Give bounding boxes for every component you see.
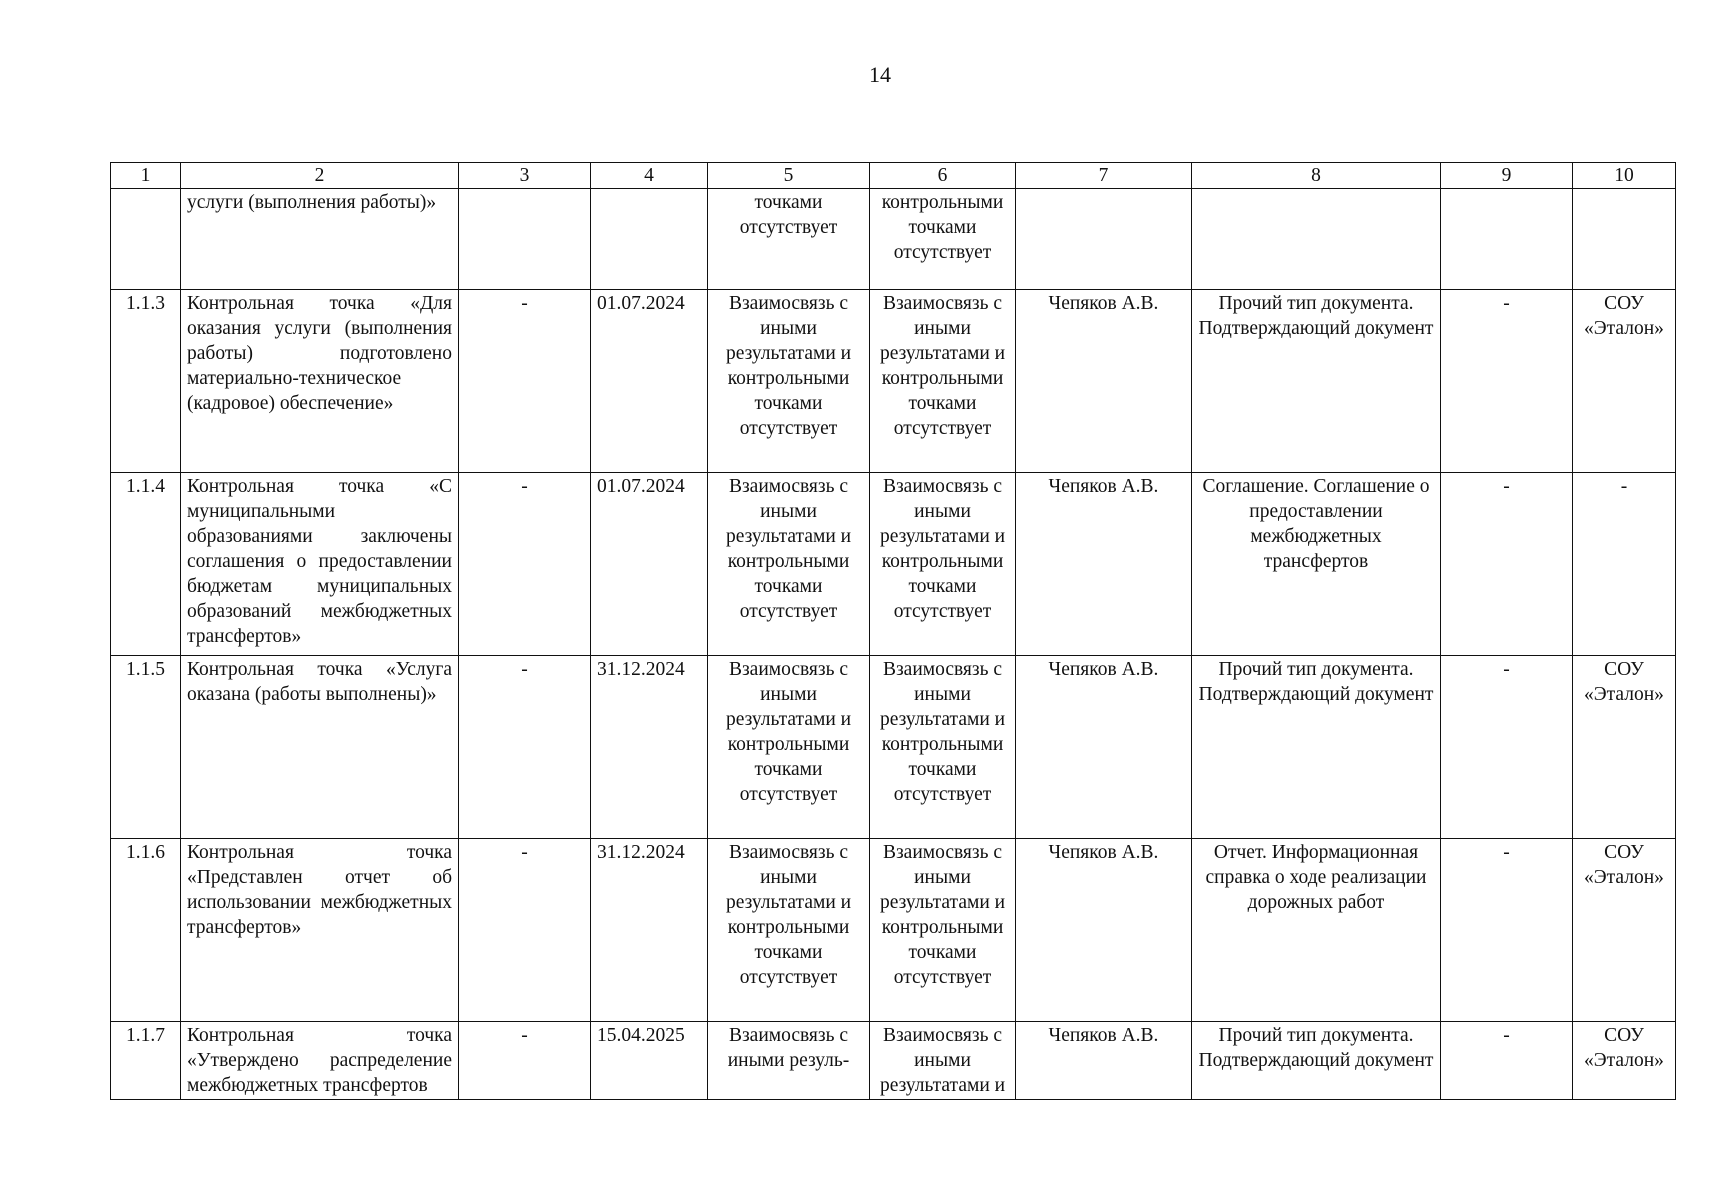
relation-results: Взаимосвязь с иными резуль- [708,1022,870,1100]
relation-results: Взаимосвязь с иными результатами и контрольными точками отсутствует [708,290,870,473]
relation-results: точками отсутствует [708,189,870,290]
responsible-person: Чепяков А.В. [1016,290,1192,473]
col-3-value: - [459,656,591,839]
information-system: - [1573,473,1676,656]
col-9-value: - [1441,656,1573,839]
relation-control-points: Взаимосвязь с иными результатами и контрольными точками отсутствует [870,290,1016,473]
header-col-2: 2 [181,163,459,189]
col-9-value: - [1441,290,1573,473]
deadline-date: 31.12.2024 [591,839,708,1022]
relation-results: Взаимосвязь с иными результатами и контрольными точками отсутствует [708,473,870,656]
document-type: Прочий тип документа. Подтверждающий документ [1192,1022,1441,1100]
table-row [111,473,1676,656]
control-points-table-container [110,162,1675,1100]
document-type: Прочий тип документа. Подтверждающий документ [1192,656,1441,839]
col-3-value: - [459,1022,591,1100]
responsible-person: Чепяков А.В. [1016,656,1192,839]
col-3-value: - [459,839,591,1022]
document-type: Отчет. Информационная справка о ходе реализации дорожных работ [1192,839,1441,1022]
control-point-name: Контрольная точка «С муниципальными образованиями заключены соглашения о предоставлении бюджетам муниципальных образований межбюджетных трансфертов» [181,473,459,656]
document-type [1192,189,1441,290]
relation-results: Взаимосвязь с иными результатами и контрольными точками отсутствует [708,839,870,1022]
information-system [1573,189,1676,290]
responsible-person: Чепяков А.В. [1016,839,1192,1022]
table-header-row [111,163,1676,189]
relation-control-points: Взаимосвязь с иными результатами и [870,1022,1016,1100]
table-row [111,839,1676,1022]
relation-control-points: контрольными точками отсутствует [870,189,1016,290]
control-point-name: услуги (выполнения работы)» [181,189,459,290]
table-row [111,290,1676,473]
header-col-1: 1 [111,163,181,189]
control-points-table [110,162,1676,1100]
header-col-4: 4 [591,163,708,189]
document-type: Прочий тип документа. Подтверждающий документ [1192,290,1441,473]
header-col-6: 6 [870,163,1016,189]
col-9-value: - [1441,839,1573,1022]
deadline-date: 31.12.2024 [591,656,708,839]
deadline-date: 15.04.2025 [591,1022,708,1100]
header-col-10: 10 [1573,163,1676,189]
relation-control-points: Взаимосвязь с иными результатами и контрольными точками отсутствует [870,839,1016,1022]
responsible-person: Чепяков А.В. [1016,1022,1192,1100]
table-row [111,656,1676,839]
col-3-value: - [459,290,591,473]
header-col-9: 9 [1441,163,1573,189]
col-9-value: - [1441,1022,1573,1100]
row-number [111,189,181,290]
row-number: 1.1.7 [111,1022,181,1100]
header-col-8: 8 [1192,163,1441,189]
header-col-3: 3 [459,163,591,189]
information-system: СОУ «Эталон» [1573,290,1676,473]
deadline-date: 01.07.2024 [591,290,708,473]
row-number: 1.1.5 [111,656,181,839]
relation-control-points: Взаимосвязь с иными результатами и контрольными точками отсутствует [870,473,1016,656]
control-point-name: Контрольная точка «Услуга оказана (работы выполнены)» [181,656,459,839]
row-number: 1.1.4 [111,473,181,656]
information-system: СОУ «Эталон» [1573,1022,1676,1100]
information-system: СОУ «Эталон» [1573,839,1676,1022]
col-3-value: - [459,473,591,656]
col-9-value [1441,189,1573,290]
page-number: 14 [869,62,891,87]
control-point-name: Контрольная точка «Представлен отчет об использовании межбюджетных трансфертов» [181,839,459,1022]
col-9-value: - [1441,473,1573,656]
control-point-name: Контрольная точка «Для оказания услуги (выполнения работы) подготовлено материально-техническое (кадровое) обеспечение» [181,290,459,473]
responsible-person [1016,189,1192,290]
responsible-person: Чепяков А.В. [1016,473,1192,656]
control-point-name: Контрольная точка «Утверждено распределение межбюджетных трансфертов [181,1022,459,1100]
table-row [111,189,1676,290]
row-number: 1.1.6 [111,839,181,1022]
header-col-5: 5 [708,163,870,189]
document-type: Соглашение. Соглашение о предоставлении межбюджетных трансфертов [1192,473,1441,656]
deadline-date: 01.07.2024 [591,473,708,656]
relation-control-points: Взаимосвязь с иными результатами и контрольными точками отсутствует [870,656,1016,839]
header-col-7: 7 [1016,163,1192,189]
information-system: СОУ «Эталон» [1573,656,1676,839]
row-number: 1.1.3 [111,290,181,473]
table-row [111,1022,1676,1100]
relation-results: Взаимосвязь с иными результатами и контрольными точками отсутствует [708,656,870,839]
col-3-value [459,189,591,290]
deadline-date [591,189,708,290]
